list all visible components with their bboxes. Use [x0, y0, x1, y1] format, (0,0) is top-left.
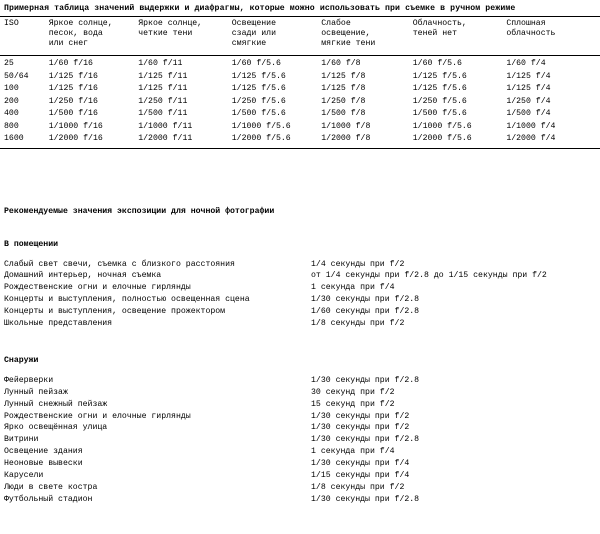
- column-header-line: четкие тени: [138, 29, 193, 38]
- cell-value: 1/60 f/16: [48, 59, 93, 68]
- cell-value: 1/60 f/5.6: [231, 59, 281, 68]
- item-value: 1/30 секунды при f/2.8: [311, 494, 420, 504]
- item-label: Неоновые вывески: [4, 459, 83, 469]
- cell-value: 1/500 f/5.6: [231, 109, 286, 118]
- cell-value: 1/250 f/11: [138, 96, 188, 106]
- cell-value: 1/1000 f/16: [48, 121, 103, 131]
- cell-value: 1/125 f/4: [506, 71, 551, 81]
- cell-value: 1/125 f/16: [48, 71, 98, 81]
- column-header-line: Яркое солнце,: [48, 19, 113, 28]
- item-label: Витрини: [4, 435, 39, 445]
- table-row: [0, 121, 600, 134]
- list-item: [0, 458, 600, 470]
- column-header-bright-sun-sand: [45, 17, 134, 56]
- item-label: Школьные представления: [4, 318, 113, 328]
- item-value: 1/8 секунды при f/2: [311, 482, 405, 492]
- cell-value: 1/125 f/5.6: [231, 84, 286, 93]
- column-header-backlight: [228, 17, 317, 56]
- item-label: Карусели: [4, 470, 44, 480]
- item-value: 1 секунда при f/4: [311, 283, 395, 293]
- cell-value: 1/2000 f/5.6: [412, 134, 472, 143]
- list-item: [0, 270, 600, 282]
- table-header-row: [0, 17, 600, 56]
- cell-value: 1/250 f/4: [506, 96, 551, 106]
- item-value: 30 секунд при f/2: [311, 387, 395, 397]
- item-value: 1/30 секунды при f/2.8: [311, 435, 420, 445]
- cell-value: 1/250 f/8: [321, 96, 366, 106]
- cell-value: 1/125 f/8: [321, 71, 366, 81]
- cell-value: 1/125 f/5.6: [412, 71, 467, 81]
- cell-value: 1/500 f/5.6: [412, 109, 467, 118]
- column-header-low-light: [317, 17, 409, 56]
- cell-value: 1/125 f/4: [506, 84, 551, 93]
- cell-value: 1/250 f/5.6: [231, 96, 286, 106]
- table-row: [0, 83, 600, 96]
- list-item: [0, 434, 600, 446]
- list-item: [0, 494, 600, 506]
- list-item: [0, 446, 600, 458]
- item-value: 1 секунда при f/4: [311, 447, 395, 457]
- list-item: [0, 375, 600, 387]
- list-item: [0, 482, 600, 494]
- cell-value: 1/60 f/8: [321, 59, 361, 68]
- cell-value: 1/1000 f/5.6: [412, 121, 472, 131]
- cell-value: 1/125 f/5.6: [231, 71, 286, 81]
- list-item: [0, 282, 600, 294]
- cell-value: 1/60 f/5.6: [412, 59, 462, 68]
- cell-value: 1/500 f/4: [506, 109, 551, 118]
- table-row: [0, 56, 600, 71]
- item-value: 1/60 секунды при f/2.8: [311, 307, 420, 317]
- column-header-line: или снег: [48, 39, 89, 48]
- cell-value: 1/125 f/11: [138, 71, 188, 81]
- column-header-line: сзади или: [231, 29, 276, 38]
- cell-iso: 800: [4, 121, 19, 131]
- cell-value: 1/1000 f/4: [506, 121, 556, 131]
- item-label: Ярко освещённая улица: [4, 423, 108, 433]
- item-value: 1/30 секунды при f/4: [311, 459, 410, 469]
- column-header-line: теней нет: [412, 29, 457, 38]
- cell-value: 1/125 f/16: [48, 84, 98, 93]
- list-item: [0, 422, 600, 434]
- cell-value: 1/2000 f/4: [506, 134, 556, 143]
- night-section-title: Рекомендуемые значения экспозиции для ночной фотографии: [4, 206, 275, 216]
- indoor-subsection-title: В помещении: [4, 239, 59, 249]
- list-item: [0, 411, 600, 423]
- indoor-exposure-list: [0, 259, 600, 330]
- item-label: Фейерверки: [4, 375, 54, 385]
- cell-iso: 400: [4, 109, 19, 118]
- table-row: [0, 96, 600, 109]
- table-row: [0, 133, 600, 148]
- cell-value: 1/250 f/5.6: [412, 96, 467, 106]
- list-item: [0, 306, 600, 318]
- item-value: 1/30 секунды при f/2.8: [311, 375, 420, 385]
- cell-value: 1/60 f/4: [506, 59, 546, 68]
- item-value: 1/30 секунды при f/2.8: [311, 295, 420, 305]
- cell-value: 1/1000 f/8: [321, 121, 371, 131]
- list-item: [0, 294, 600, 306]
- cell-iso: 100: [4, 84, 19, 93]
- column-header-bright-sun-sharp-shadows: [134, 17, 228, 56]
- item-label: Люди в свете костра: [4, 482, 98, 492]
- list-item: [0, 259, 600, 271]
- cell-value: 1/125 f/11: [138, 84, 188, 93]
- column-header-line: освещение,: [321, 29, 371, 38]
- cell-value: 1/1000 f/5.6: [231, 121, 291, 131]
- cell-value: 1/500 f/16: [48, 109, 98, 118]
- list-item: [0, 318, 600, 330]
- list-item: [0, 470, 600, 482]
- item-value: 15 секунд при f/2: [311, 399, 395, 409]
- column-header-line: облачность: [506, 29, 556, 38]
- exposure-table-head: [0, 17, 600, 56]
- item-value: 1/15 секунды при f/4: [311, 470, 410, 480]
- column-header-line: Яркое солнце,: [138, 19, 203, 28]
- item-value: 1/30 секунды при f/2: [311, 411, 410, 421]
- outdoor-exposure-list: [0, 375, 600, 506]
- cell-value: 1/500 f/11: [138, 109, 188, 118]
- exposure-table-wrapper: [0, 16, 600, 149]
- cell-iso: 200: [4, 96, 19, 106]
- column-header-line: Слабое: [321, 19, 351, 28]
- column-header-line: Облачность,: [412, 19, 467, 28]
- table-row: [0, 108, 600, 121]
- list-item: [0, 387, 600, 399]
- column-header-overcast: [502, 17, 600, 56]
- exposure-table-title: Примерная таблица значений выдержки и диафрагмы, которые можно использовать при съемке в ручном режиме: [4, 4, 516, 13]
- column-header-line: Освещение: [231, 19, 276, 28]
- item-label: Футбольный стадион: [4, 494, 93, 504]
- item-label: Лунный пейзаж: [4, 387, 68, 397]
- cell-value: 1/125 f/5.6: [412, 84, 467, 93]
- exposure-table-body: [0, 56, 600, 148]
- column-header-cloudy-no-shadows: [409, 17, 503, 56]
- list-item: [0, 399, 600, 411]
- cell-value: 1/2000 f/5.6: [231, 134, 291, 143]
- cell-value: 1/250 f/16: [48, 96, 98, 106]
- night-photography-section: [0, 207, 600, 506]
- column-header-line: смягкие: [231, 39, 267, 48]
- cell-value: 1/1000 f/11: [138, 121, 193, 131]
- cell-iso: 25: [4, 59, 14, 68]
- item-label: Рождественские огни и елочные гирлянды: [4, 283, 191, 293]
- item-value: 1/4 секунды при f/2: [311, 259, 405, 269]
- cell-value: 1/2000 f/16: [48, 134, 103, 143]
- item-value: 1/30 секунды при f/2: [311, 423, 410, 433]
- item-label: Домашний интерьер, ночная съемка: [4, 271, 162, 281]
- column-header-iso: [0, 17, 45, 56]
- cell-value: 1/125 f/8: [321, 84, 366, 93]
- outdoor-subsection-title: Снаружи: [4, 355, 39, 365]
- column-header-line: ISO: [4, 19, 19, 28]
- cell-iso: 50/64: [4, 71, 29, 81]
- cell-value: 1/500 f/8: [321, 109, 366, 118]
- item-label: Освещение здания: [4, 447, 83, 457]
- column-header-line: песок, вода: [48, 29, 103, 38]
- item-value: от 1/4 секунды при f/2.8 до 1/15 секунды при f/2: [311, 271, 547, 281]
- cell-value: 1/2000 f/11: [138, 134, 193, 143]
- cell-value: 1/2000 f/8: [321, 134, 371, 143]
- item-label: Лунный снежный пейзаж: [4, 399, 108, 409]
- item-value: 1/8 секунды при f/2: [311, 318, 405, 328]
- cell-iso: 1600: [4, 134, 24, 143]
- exposure-table: [0, 16, 600, 148]
- item-label: Концерты и выступления, освещение прожектором: [4, 307, 226, 317]
- table-row: [0, 71, 600, 84]
- column-header-line: мягкие тени: [321, 39, 376, 48]
- item-label: Слабый свет свечи, съемка с близкого расстояния: [4, 259, 235, 269]
- cell-value: 1/60 f/11: [138, 59, 183, 68]
- item-label: Рождественские огни и елочные гирлянды: [4, 411, 191, 421]
- column-header-line: Сплошная: [506, 19, 546, 28]
- item-label: Концерты и выступления, полностью освещенная сцена: [4, 295, 250, 305]
